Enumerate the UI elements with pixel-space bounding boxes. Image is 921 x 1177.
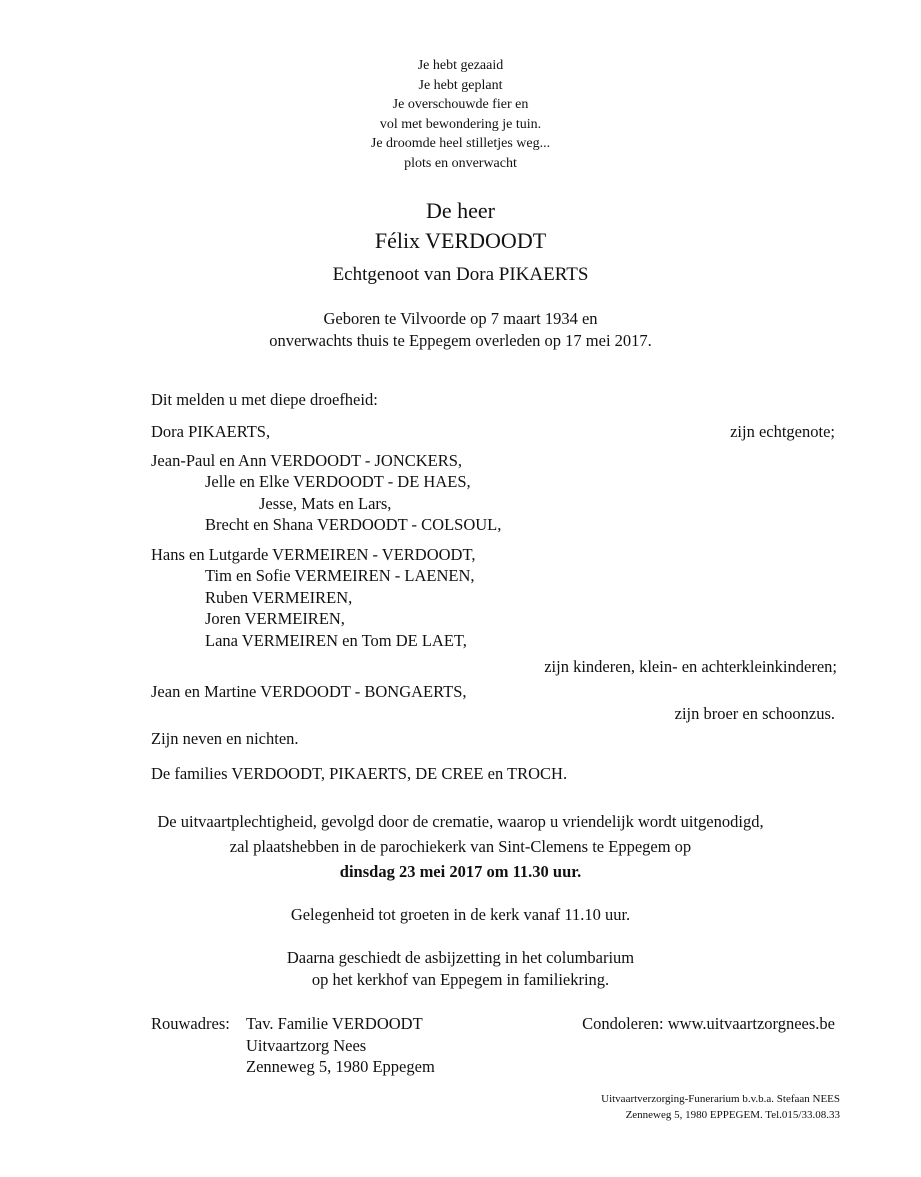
burial-line: Daarna geschiedt de asbijzetting in het columbarium <box>286 948 635 967</box>
family-line: Jean-Paul en Ann VERDOODT - JONCKERS, <box>151 451 463 470</box>
family-line: Jesse, Mats en Lars, <box>259 494 392 513</box>
family-line: Jelle en Elke VERDOODT - DE HAES, <box>205 472 471 491</box>
address-line: Uitvaartzorg Nees <box>246 1036 367 1055</box>
poem-line: Je droomde heel stilletjes weg... <box>370 136 551 151</box>
family-line: Hans en Lutgarde VERMEIREN - VERDOODT, <box>151 545 476 564</box>
announcement: Dit melden u met diepe droefheid: <box>151 390 378 409</box>
died-line: onverwachts thuis te Eppegem overleden op 17 mei 2017. <box>269 331 652 350</box>
address-line: Tav. Familie VERDOODT <box>246 1014 423 1033</box>
family-line: Brecht en Shana VERDOODT - COLSOUL, <box>205 515 502 534</box>
poem-line: Je hebt geplant <box>418 77 503 93</box>
spouse-line: Echtgenoot van Dora PIKAERTS <box>332 264 589 285</box>
brother-line: Jean en Martine VERDOODT - BONGAERTS, <box>151 682 467 701</box>
wife-name: Dora PIKAERTS, <box>151 422 271 441</box>
families-line: De families VERDOODT, PIKAERTS, DE CREE en TROCH. <box>151 764 568 783</box>
brother-role: zijn broer en schoonzus. <box>674 704 835 723</box>
poem <box>0 56 921 173</box>
poem-line: vol met bewondering je tuin. <box>379 116 542 132</box>
family-line: Lana VERMEIREN en Tom DE LAET, <box>205 631 467 650</box>
cousins-line: Zijn neven en nichten. <box>151 729 299 748</box>
funeral-home-footer <box>601 1091 840 1123</box>
footer-line: Uitvaartverzorging-Funerarium b.v.b.a. Stefaan NEES <box>601 1093 840 1105</box>
address-label: Rouwadres: <box>151 1014 230 1033</box>
ceremony-line: zal plaatshebben in de parochiekerk van Sint-Clemens te Eppegem op <box>229 837 692 856</box>
greeting-line: Gelegenheid tot groeten in de kerk vanaf 11.10 uur. <box>290 905 631 924</box>
wife-role: zijn echtgenote; <box>730 422 835 441</box>
ceremony-line: De uitvaartplechtigheid, gevolgd door de crematie, waarop u vriendelijk wordt uitgenodigd, <box>157 812 764 831</box>
burial-line: op het kerkhof van Eppegem in familiekring. <box>311 970 610 989</box>
born-line: Geboren te Vilvoorde op 7 maart 1934 en <box>323 309 598 328</box>
poem-line: Je overschouwde fier en <box>392 97 529 112</box>
footer-line: Zenneweg 5, 1980 EPPEGEM. Tel.015/33.08.33 <box>625 1109 840 1121</box>
children-role: zijn kinderen, klein- en achterkleinkinderen; <box>544 657 837 676</box>
ceremony-date: dinsdag 23 mei 2017 om 11.30 uur. <box>339 862 582 881</box>
condolence-line: Condoleren: www.uitvaartzorgnees.be <box>582 1014 835 1033</box>
family-line: Joren VERMEIREN, <box>205 609 345 628</box>
deceased-name: Félix VERDOODT <box>374 228 547 253</box>
family-line: Tim en Sofie VERMEIREN - LAENEN, <box>205 566 475 585</box>
poem-line: Je hebt gezaaid <box>417 58 504 73</box>
family-line: Ruben VERMEIREN, <box>205 588 353 607</box>
address-line: Zenneweg 5, 1980 Eppegem <box>246 1057 435 1076</box>
poem-line: plots en onverwacht <box>404 155 517 171</box>
honorific-title: De heer <box>425 198 495 223</box>
